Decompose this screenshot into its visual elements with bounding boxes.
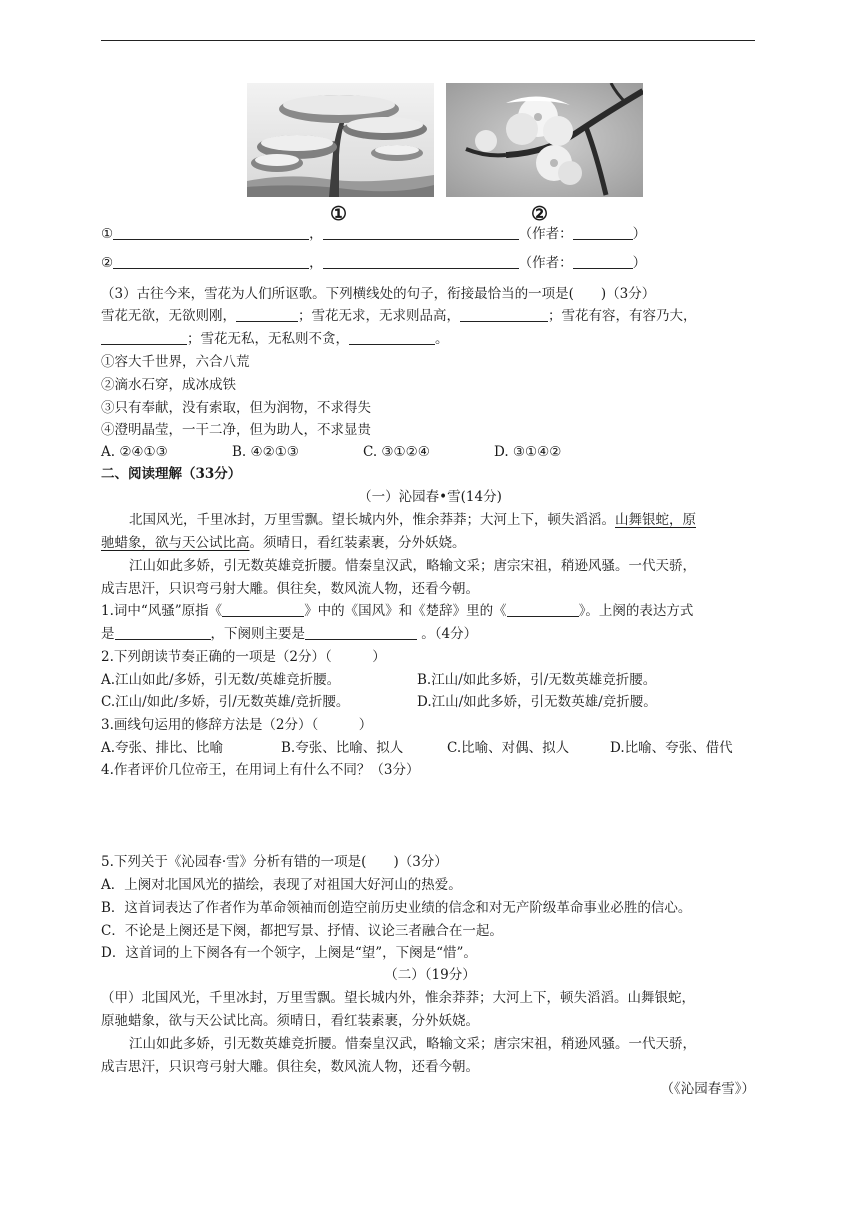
- answer-blank[interactable]: [113, 225, 309, 240]
- question-5-a: A．上阕对北国风光的描绘，表现了对祖国大好河山的热爱。: [101, 877, 462, 893]
- answer-blank[interactable]: [113, 254, 309, 269]
- answer-blank[interactable]: [101, 330, 187, 345]
- header-rule: [101, 40, 755, 41]
- jia-line-4: 成吉思汗，只识弯弓射大雕。俱往矣，数风流人物，还看今朝。: [101, 1059, 479, 1075]
- fill-row-2: [101, 253, 646, 273]
- text: ；雪花无私，无私则不贪，: [187, 331, 349, 347]
- q3-option-4: ④澄明晶莹，一干二净，但为助人，不求显贵: [101, 422, 371, 438]
- option-a: A.江山如此/多娇，引无数/英雄竞折腰。: [101, 672, 341, 688]
- question-5-d: D．这首词的上下阕各有一个领字，上阕是“望”，下阕是“惜”。: [101, 945, 477, 961]
- choice-a: A. ②④①③: [101, 444, 168, 460]
- figure-1-label: ①: [330, 203, 348, 225]
- fill-row-1: [101, 224, 646, 244]
- q3-stem: （3）古往今来，雪花为人们所讴歌。下列横线处的句子，衔接最恰当的一项是( )（3分）: [101, 286, 656, 302]
- underlined-text: 驰蜡象，欲与天公试比高: [101, 535, 250, 551]
- paren-close: ）: [632, 255, 647, 271]
- comma: ，: [309, 226, 323, 242]
- poem-text: 北国风光，千里冰封，万里雪飘。望长城内外，惟余莽莽；大河上下，顿失滔滔。: [129, 512, 615, 528]
- question-1-cont: [101, 624, 477, 644]
- text: 雪花无欲，无欲则刚，: [101, 308, 236, 324]
- row-marker: ②: [101, 255, 114, 271]
- text: 。: [435, 331, 449, 347]
- option-c: C.江山/如此/多娇，引/无数英雄/竞折腰。: [101, 694, 350, 710]
- author-label: （作者：: [518, 255, 573, 271]
- option-b: B.夸张、比喻、拟人: [281, 740, 404, 756]
- poem-line-3: 江山如此多娇，引无数英雄竞折腰。惜秦皇汉武，略输文采；唐宗宋祖，稍逊风骚。一代天骄，: [129, 558, 696, 574]
- question-3: 3.画线句运用的修辞方法是（2分）（ ）: [101, 717, 373, 733]
- question-5-b: B．这首词表达了作者作为革命领袖而创造空前历史业绩的信念和对无产阶级革命事业必胜的信心。: [101, 900, 692, 916]
- underlined-text: 山舞银蛇，原: [615, 512, 696, 528]
- answer-blank[interactable]: [236, 307, 298, 322]
- sub-title-1: （一）沁园春•雪(14分): [358, 489, 502, 505]
- option-d: D.比喻、夸张、借代: [610, 740, 733, 756]
- text: 1.词中“风骚”原指《: [101, 603, 223, 619]
- text: 。（4分）: [417, 626, 478, 642]
- choice-b: B. ④②①③: [232, 444, 299, 460]
- answer-blank[interactable]: [323, 254, 519, 269]
- q3-option-2: ②滴水石穿，成冰成铁: [101, 377, 236, 393]
- option-a: A.夸张、排比、比喻: [101, 740, 224, 756]
- author-blank[interactable]: [573, 254, 633, 269]
- author-label: （作者：: [518, 226, 573, 242]
- answer-blank[interactable]: [507, 602, 579, 617]
- text: ；雪花无求，无求则品高，: [298, 308, 460, 324]
- answer-blank[interactable]: [115, 625, 211, 640]
- row-marker: ①: [101, 226, 114, 242]
- figure-2-label: ②: [531, 203, 549, 225]
- jia-line-3: 江山如此多娇，引无数英雄竞折腰。惜秦皇汉武，略输文采；唐宗宋祖，稍逊风骚。一代天骄，: [129, 1036, 696, 1052]
- question-2-opts-ab: [101, 670, 656, 690]
- source-citation: （《沁园春雪》）: [660, 1081, 755, 1097]
- option-c: C.比喻、对偶、拟人: [447, 740, 570, 756]
- snow-pine-photo: [247, 83, 434, 197]
- option-d: D.江山/如此多娇，引无数英雄/竞折腰。: [417, 694, 657, 710]
- question-2-opts-cd: [101, 692, 657, 712]
- sub-title-2: （二）（19分）: [384, 967, 476, 983]
- comma: ，: [309, 255, 323, 271]
- text: 是: [101, 626, 115, 642]
- poem-line-1: [129, 510, 696, 530]
- poem-line-2: [101, 533, 466, 553]
- snow-blossom-photo: [446, 83, 643, 197]
- q3-choices: [101, 442, 561, 462]
- text: ，下阕则主要是: [210, 626, 305, 642]
- text: ；雪花有容，有容乃大，: [548, 308, 697, 324]
- answer-blank[interactable]: [349, 330, 435, 345]
- question-3-opts: [101, 738, 733, 758]
- author-blank[interactable]: [573, 225, 633, 240]
- question-5-c: C．不论是上阕还是下阕，都把写景、抒情、议论三者融合在一起。: [101, 923, 503, 939]
- text: 》中的《国风》和《楚辞》里的《: [304, 603, 507, 619]
- question-4: 4.作者评价几位帝王，在用词上有什么不同？（3分）: [101, 762, 420, 778]
- q3-option-1: ①容大千世界，六合八荒: [101, 354, 250, 370]
- question-5: 5.下列关于《沁园春·雪》分析有错的一项是( )（3分）: [101, 854, 448, 870]
- text: 》。上阕的表达方式: [578, 603, 694, 619]
- jia-line-1: （甲）北国风光，千里冰封，万里雪飘。望长城内外，惟余莽莽；大河上下，顿失滔滔。山舞银蛇，: [101, 990, 695, 1006]
- answer-blank[interactable]: [305, 625, 417, 640]
- choice-c: C. ③①②④: [363, 444, 430, 460]
- option-b: B.江山/如此多娇，引/无数英雄竞折腰。: [417, 672, 657, 688]
- poem-line-4: 成吉思汗，只识弯弓射大雕。俱往矣，数风流人物，还看今朝。: [101, 581, 479, 597]
- jia-line-2: 原驰蜡象，欲与天公试比高。须晴日，看红装素裹，分外妖娆。: [101, 1013, 479, 1029]
- answer-blank[interactable]: [323, 225, 519, 240]
- q3-option-3: ③只有奉献，没有索取，但为润物，不求得失: [101, 400, 371, 416]
- question-1: [101, 601, 693, 621]
- question-2: 2.下列朗读节奏正确的一项是（2分）（ ）: [101, 649, 386, 665]
- poem-text: 。须晴日，看红装素裹，分外妖娆。: [249, 535, 466, 551]
- choice-d: D. ③①④②: [494, 444, 562, 460]
- q3-line-2: [101, 329, 449, 349]
- answer-blank[interactable]: [460, 307, 548, 322]
- q3-line-1: [101, 306, 697, 326]
- answer-blank[interactable]: [222, 602, 304, 617]
- section-title: 二、阅读理解（33分）: [101, 466, 242, 482]
- paren-close: ）: [632, 226, 647, 242]
